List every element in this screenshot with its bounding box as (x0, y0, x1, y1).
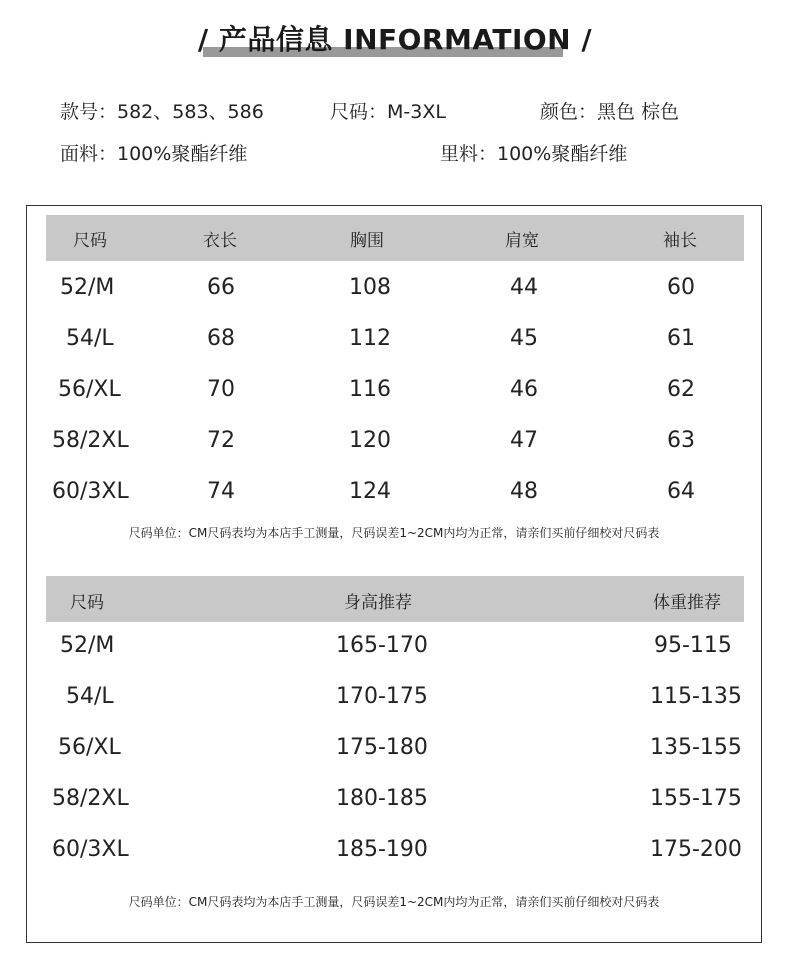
size-table-header (46, 215, 744, 261)
size-cell: 56/XL (58, 735, 121, 760)
recommend-header-size: 尺码 (70, 593, 104, 613)
size-cell: 58/2XL (52, 786, 129, 811)
info-lining: 里料：100%聚酯纤维 (440, 143, 628, 165)
sleeve-cell: 60 (667, 275, 695, 300)
height-cell: 180-185 (336, 786, 428, 811)
size-chart-frame (26, 205, 762, 943)
info-size-range: 尺码：M-3XL (330, 101, 446, 123)
recommend-table-note: 尺码单位：CM尺码表均为本店手工测量，尺码误差1~2CM内均为正常，请亲们买前仔细校对尺码表 (128, 895, 660, 909)
sleeve-cell: 64 (667, 479, 695, 504)
weight-cell: 135-155 (650, 735, 742, 760)
chest-cell: 116 (349, 377, 391, 402)
chest-cell: 124 (349, 479, 391, 504)
length-cell: 70 (207, 377, 235, 402)
chest-cell: 108 (349, 275, 391, 300)
sleeve-cell: 61 (667, 326, 695, 351)
size-cell: 56/XL (58, 377, 121, 402)
size-cell: 52/M (60, 275, 115, 300)
chest-cell: 120 (349, 428, 391, 453)
title-wrap (0, 18, 790, 58)
sleeve-cell: 62 (667, 377, 695, 402)
length-cell: 68 (207, 326, 235, 351)
info-style-no: 款号：582、583、586 (60, 101, 264, 123)
height-cell: 185-190 (336, 837, 428, 862)
size-header-chest: 胸围 (350, 231, 384, 251)
length-cell: 72 (207, 428, 235, 453)
size-header-shoulder: 肩宽 (505, 231, 539, 251)
info-fabric: 面料：100%聚酯纤维 (60, 143, 248, 165)
shoulder-cell: 44 (510, 275, 538, 300)
length-cell: 74 (207, 479, 235, 504)
length-cell: 66 (207, 275, 235, 300)
weight-cell: 95-115 (654, 633, 732, 658)
page-title: / 产品信息 INFORMATION / (197, 23, 593, 56)
info-color: 颜色：黑色 棕色 (540, 101, 680, 123)
shoulder-cell: 47 (510, 428, 538, 453)
size-cell: 54/L (66, 684, 114, 709)
size-cell: 54/L (66, 326, 114, 351)
shoulder-cell: 46 (510, 377, 538, 402)
weight-cell: 115-135 (650, 684, 742, 709)
recommend-header-height: 身高推荐 (344, 593, 412, 613)
shoulder-cell: 45 (510, 326, 538, 351)
size-cell: 58/2XL (52, 428, 129, 453)
weight-cell: 155-175 (650, 786, 742, 811)
weight-cell: 175-200 (650, 837, 742, 862)
size-table-note: 尺码单位：CM尺码表均为本店手工测量，尺码误差1~2CM内均为正常，请亲们买前仔细校对尺码表 (128, 526, 660, 540)
height-cell: 175-180 (336, 735, 428, 760)
shoulder-cell: 48 (510, 479, 538, 504)
size-header-length: 衣长 (203, 231, 237, 251)
height-cell: 170-175 (336, 684, 428, 709)
size-cell: 60/3XL (52, 479, 129, 504)
size-cell: 52/M (60, 633, 115, 658)
size-cell: 60/3XL (52, 837, 129, 862)
height-cell: 165-170 (336, 633, 428, 658)
sleeve-cell: 63 (667, 428, 695, 453)
size-header-size: 尺码 (73, 231, 107, 251)
size-header-sleeve: 袖长 (663, 231, 697, 251)
chest-cell: 112 (349, 326, 391, 351)
recommend-header-weight: 体重推荐 (653, 593, 721, 613)
